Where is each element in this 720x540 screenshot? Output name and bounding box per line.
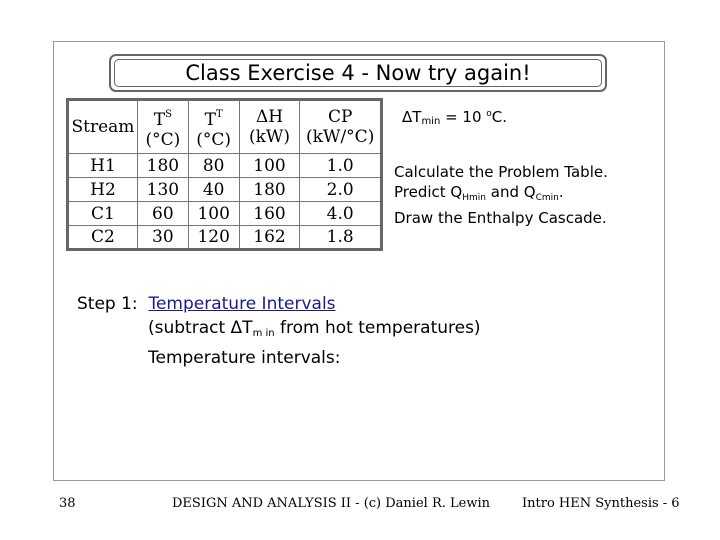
col-header-stream: Stream xyxy=(68,100,138,154)
task-problem-table: Calculate the Problem Table. xyxy=(394,163,608,181)
task-enthalpy-cascade: Draw the Enthalpy Cascade. xyxy=(394,209,607,227)
stream-name-cell: C2 xyxy=(68,226,138,250)
col-header-target-temp: $T^T$ (°C) xyxy=(188,100,239,154)
table-cell: 120 xyxy=(188,226,239,250)
table-cell: 30 xyxy=(137,226,188,250)
table-row xyxy=(68,226,382,250)
delta-t-min-note: $\Delta T_{min} = 10$ $^o$C. xyxy=(402,108,508,127)
table-row xyxy=(68,154,382,178)
slide-title: Class Exercise 4 - Now try again! xyxy=(185,61,531,85)
table-row xyxy=(68,178,382,202)
title-box xyxy=(109,54,607,92)
footer-section-title: Intro HEN Synthesis - 6 xyxy=(522,496,680,511)
table-cell: 80 xyxy=(188,154,239,178)
table-header-row xyxy=(68,100,382,154)
stream-data-table xyxy=(66,98,383,251)
table-cell: 40 xyxy=(188,178,239,202)
col-header-enthalpy: ΔH (kW) xyxy=(239,100,300,154)
col-header-supply-temp: $T^S$ (°C) xyxy=(137,100,188,154)
col-header-cp: CP (kW/°C) xyxy=(300,100,382,154)
task-predict-utilities: Predict $Q_{Hmin}$ and $Q_{Cmin}$. xyxy=(394,183,564,203)
table-cell: 1.8 xyxy=(300,226,382,250)
table-cell: 1.0 xyxy=(300,154,382,178)
table-row xyxy=(68,202,382,226)
step-1-instruction: (subtract $\Delta T_{m in}$ from hot temperatures) xyxy=(148,318,481,339)
table-cell: 100 xyxy=(188,202,239,226)
table-cell: 2.0 xyxy=(300,178,382,202)
table-cell: 180 xyxy=(137,154,188,178)
table-cell: 162 xyxy=(239,226,300,250)
footer-course-credit: DESIGN AND ANALYSIS II - (c) Daniel R. Lewin xyxy=(172,496,490,511)
table-cell: 100 xyxy=(239,154,300,178)
table-cell: 160 xyxy=(239,202,300,226)
stream-name-cell: H2 xyxy=(68,178,138,202)
table-cell: 130 xyxy=(137,178,188,202)
task-list xyxy=(394,162,608,228)
step-1-heading: Step 1: Temperature Intervals xyxy=(77,294,336,314)
stream-name-cell: C1 xyxy=(68,202,138,226)
table-cell: 4.0 xyxy=(300,202,382,226)
stream-name-cell: H1 xyxy=(68,154,138,178)
table-cell: 60 xyxy=(137,202,188,226)
footer-page-number: 38 xyxy=(59,496,76,511)
table-cell: 180 xyxy=(239,178,300,202)
step-1-intervals-label: Temperature intervals: xyxy=(148,348,341,368)
step-1-block xyxy=(77,292,481,370)
temperature-intervals-link[interactable]: Temperature Intervals xyxy=(148,294,336,314)
